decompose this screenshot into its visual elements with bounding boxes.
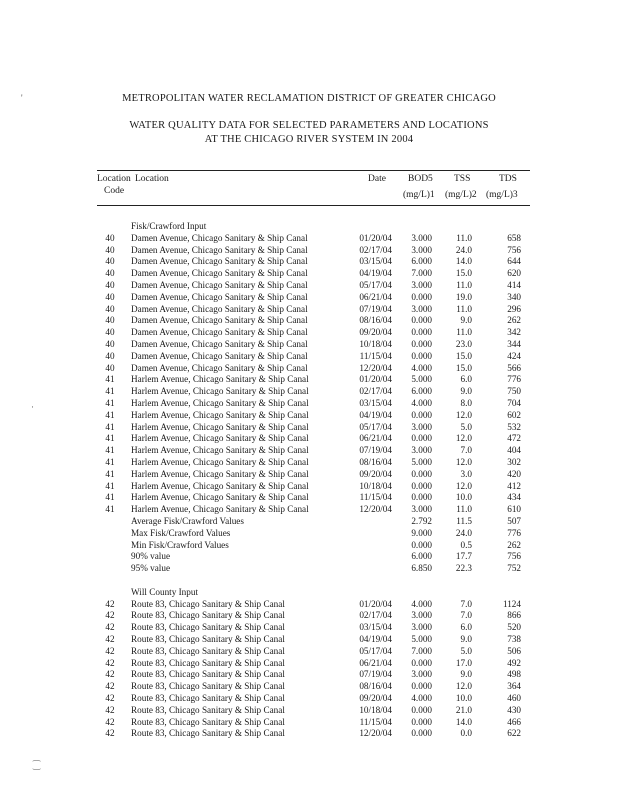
date-cell: 07/19/04: [359, 303, 392, 314]
table-row: [0, 292, 618, 303]
table-row: [0, 492, 618, 503]
location-name-cell: Harlem Avenue, Chicago Sanitary & Ship Canal: [131, 398, 309, 408]
location-name-cell: Harlem Avenue, Chicago Sanitary & Ship Canal: [131, 504, 309, 515]
location-code-cell: 41: [105, 433, 115, 444]
date-cell: 08/16/04: [359, 315, 392, 326]
table-row: [0, 410, 618, 421]
date-cell: 01/20/04: [359, 598, 392, 609]
tss-cell: 12.0: [455, 480, 472, 491]
date-cell: 01/20/04: [359, 232, 392, 243]
bod-cell: 0.000: [411, 480, 432, 491]
tds-cell: 460: [507, 693, 521, 703]
location-name-cell: Damen Avenue, Chicago Sanitary & Ship Canal: [131, 327, 308, 338]
tss-cell: 15.0: [455, 268, 472, 279]
location-code-cell: 42: [105, 669, 115, 680]
table-row: [0, 422, 618, 433]
bod-cell: 7.000: [411, 645, 432, 656]
col-header-date: Date: [368, 174, 386, 184]
bod-cell: 0.000: [411, 339, 432, 349]
location-code-cell: 40: [105, 303, 115, 314]
tss-cell: 7.0: [460, 610, 472, 621]
bod-cell: 4.000: [411, 598, 432, 609]
location-code-cell: 41: [105, 398, 115, 408]
tds-cell: 566: [507, 362, 521, 373]
tds-cell: 430: [507, 704, 521, 715]
location-name-cell: Damen Avenue, Chicago Sanitary & Ship Canal: [131, 339, 308, 349]
tds-cell: 866: [507, 610, 521, 621]
location-code-cell: 40: [105, 327, 115, 338]
summary-row: [0, 516, 618, 527]
header-bottom-rule: [97, 205, 530, 206]
table-row: [0, 504, 618, 515]
bod-cell: 0.000: [411, 539, 432, 550]
location-code-cell: 42: [105, 622, 115, 633]
tds-cell: 620: [507, 268, 521, 279]
date-cell: 06/21/04: [359, 657, 392, 668]
tss-cell: 14.0: [455, 716, 472, 727]
summary-row: [0, 563, 618, 574]
summary-label: 95% value: [131, 563, 171, 574]
location-name-cell: Route 83, Chicago Sanitary & Ship Canal: [131, 728, 285, 739]
summary-row: [0, 528, 618, 539]
table-row: [0, 304, 618, 315]
location-name-cell: Harlem Avenue, Chicago Sanitary & Ship Canal: [131, 409, 309, 420]
table-row: [0, 705, 618, 716]
document-title: METROPOLITAN WATER RECLAMATION DISTRICT OF GREATER CHICAGO: [122, 93, 496, 104]
bod-cell: 0.000: [411, 409, 432, 420]
tds-cell: 756: [507, 551, 521, 562]
tss-cell: 5.0: [460, 645, 472, 656]
location-code-cell: 42: [105, 645, 115, 656]
tss-cell: 7.0: [460, 598, 472, 609]
tds-cell: 602: [507, 409, 521, 420]
tss-cell: 6.0: [460, 622, 472, 633]
tds-cell: 342: [507, 327, 521, 338]
tds-cell: 756: [507, 244, 521, 255]
date-cell: 03/15/04: [359, 256, 392, 267]
bod-cell: 3.000: [411, 303, 432, 314]
bod-cell: 0.000: [411, 350, 432, 361]
location-name-cell: Harlem Avenue, Chicago Sanitary & Ship Canal: [131, 374, 309, 385]
location-code-cell: 40: [105, 291, 115, 302]
bod-cell: 6.000: [411, 256, 432, 267]
location-code-cell: 42: [105, 598, 115, 609]
date-cell: 09/20/04: [359, 693, 392, 703]
summary-label: Max Fisk/Crawford Values: [131, 527, 231, 538]
tss-cell: 12.0: [455, 457, 472, 467]
date-cell: 03/15/04: [359, 622, 392, 633]
tss-cell: 7.0: [460, 445, 472, 456]
table-row: [0, 363, 618, 374]
tss-cell: 11.0: [456, 504, 472, 515]
bod-cell: 5.000: [411, 457, 432, 467]
summary-row: [0, 540, 618, 551]
summary-label: Min Fisk/Crawford Values: [131, 539, 229, 550]
table-row: [0, 445, 618, 456]
tss-cell: 24.0: [455, 527, 472, 538]
tss-cell: 23.0: [455, 339, 472, 349]
location-code-cell: 42: [105, 728, 115, 739]
tds-cell: 532: [507, 421, 521, 432]
table-row: [0, 339, 618, 350]
tss-cell: 5.0: [460, 421, 472, 432]
table-row: [0, 469, 618, 480]
col-header-tss: TSS: [454, 174, 471, 184]
bod-cell: 3.000: [411, 610, 432, 621]
location-code-cell: 42: [105, 610, 115, 621]
location-name-cell: Route 83, Chicago Sanitary & Ship Canal: [131, 657, 285, 668]
tss-cell: 14.0: [455, 256, 472, 267]
col-header-code-sub: Code: [104, 186, 125, 196]
location-code-cell: 40: [105, 350, 115, 361]
location-code-cell: 41: [105, 504, 115, 515]
table-row: [0, 646, 618, 657]
bod-cell: 0.000: [411, 716, 432, 727]
tss-cell: 15.0: [455, 350, 472, 361]
location-name-cell: Harlem Avenue, Chicago Sanitary & Ship Canal: [131, 433, 309, 444]
location-name-cell: Route 83, Chicago Sanitary & Ship Canal: [131, 681, 285, 692]
bod-cell: 3.000: [411, 669, 432, 680]
tds-cell: 466: [507, 716, 521, 727]
table-row: [0, 669, 618, 680]
tss-cell: 17.0: [455, 657, 472, 668]
date-cell: 07/19/04: [359, 669, 392, 680]
date-cell: 12/20/04: [359, 362, 392, 373]
location-code-cell: 40: [105, 232, 115, 243]
date-cell: 11/15/04: [359, 350, 392, 361]
date-cell: 04/19/04: [359, 634, 392, 644]
location-code-cell: 42: [105, 681, 115, 692]
tss-cell: 12.0: [455, 681, 472, 692]
tss-cell: 3.0: [460, 468, 472, 479]
tss-cell: 15.0: [455, 362, 472, 373]
date-cell: 09/20/04: [359, 327, 392, 338]
tss-cell: 0.5: [460, 539, 472, 550]
bod-cell: 0.000: [411, 327, 432, 338]
location-name-cell: Route 83, Chicago Sanitary & Ship Canal: [131, 622, 285, 633]
tds-cell: 364: [507, 681, 521, 692]
tds-cell: 658: [507, 232, 521, 243]
date-cell: 01/20/04: [359, 374, 392, 385]
date-cell: 02/17/04: [359, 244, 392, 255]
col-header-location: Location: [135, 174, 169, 184]
bod-cell: 3.000: [411, 232, 432, 243]
table-row: [0, 658, 618, 669]
date-cell: 04/19/04: [359, 409, 392, 420]
location-code-cell: 41: [105, 480, 115, 491]
bod-cell: 0.000: [411, 315, 432, 326]
table-row: [0, 634, 618, 645]
location-code-cell: 40: [105, 315, 115, 326]
tss-cell: 21.0: [455, 704, 472, 715]
location-name-cell: Route 83, Chicago Sanitary & Ship Canal: [131, 693, 285, 703]
bod-cell: 3.000: [411, 421, 432, 432]
tds-cell: 776: [507, 527, 521, 538]
location-name-cell: Route 83, Chicago Sanitary & Ship Canal: [131, 645, 285, 656]
date-cell: 09/20/04: [359, 468, 392, 479]
document-subtitle-line1: WATER QUALITY DATA FOR SELECTED PARAMETERS AND LOCATIONS: [129, 120, 489, 131]
tds-cell: 1124: [502, 598, 521, 609]
location-name-cell: Damen Avenue, Chicago Sanitary & Ship Canal: [131, 362, 308, 373]
date-cell: 05/17/04: [359, 280, 392, 290]
date-cell: 05/17/04: [359, 645, 392, 656]
col-header-tds-unit: (mg/L)3: [486, 190, 518, 200]
date-cell: 02/17/04: [359, 610, 392, 621]
table-row: [0, 398, 618, 409]
table-row: [0, 433, 618, 444]
tss-cell: 11.0: [456, 232, 472, 243]
bod-cell: 3.000: [411, 280, 432, 290]
col-header-tds: TDS: [499, 174, 517, 184]
bod-cell: 2.792: [411, 516, 432, 526]
table-row: [0, 693, 618, 704]
date-cell: 04/19/04: [359, 268, 392, 279]
summary-label: Average Fisk/Crawford Values: [131, 516, 244, 526]
bod-cell: 0.000: [411, 728, 432, 739]
table-row: [0, 327, 618, 338]
tss-cell: 12.0: [455, 433, 472, 444]
date-cell: 11/15/04: [359, 492, 392, 503]
bod-cell: 0.000: [411, 657, 432, 668]
bod-cell: 7.000: [411, 268, 432, 279]
section-heading: Will County Input: [131, 586, 199, 597]
location-code-cell: 41: [105, 457, 115, 467]
bod-cell: 9.000: [411, 527, 432, 538]
date-cell: 10/18/04: [359, 704, 392, 715]
tss-cell: 6.0: [460, 374, 472, 385]
tds-cell: 750: [507, 386, 521, 397]
bod-cell: 0.000: [411, 433, 432, 444]
bod-cell: 3.000: [411, 445, 432, 456]
bod-cell: 3.000: [411, 244, 432, 255]
tss-cell: 10.0: [455, 693, 472, 703]
table-row: [0, 315, 618, 326]
tds-cell: 404: [507, 445, 521, 456]
bod-cell: 0.000: [411, 492, 432, 503]
location-name-cell: Damen Avenue, Chicago Sanitary & Ship Canal: [131, 280, 308, 290]
bod-cell: 0.000: [411, 704, 432, 715]
tds-cell: 262: [507, 315, 521, 326]
col-header-bod: BOD5: [408, 174, 433, 184]
tss-cell: 9.0: [460, 315, 472, 326]
tss-cell: 19.0: [455, 291, 472, 302]
tds-cell: 424: [507, 350, 521, 361]
bod-cell: 4.000: [411, 398, 432, 408]
tds-cell: 752: [507, 563, 521, 574]
date-cell: 02/17/04: [359, 386, 392, 397]
bod-cell: 3.000: [411, 504, 432, 515]
location-name-cell: Route 83, Chicago Sanitary & Ship Canal: [131, 598, 285, 609]
date-cell: 12/20/04: [359, 728, 392, 739]
tds-cell: 776: [507, 374, 521, 385]
date-cell: 07/19/04: [359, 445, 392, 456]
tds-cell: 420: [507, 468, 521, 479]
tss-cell: 9.0: [460, 386, 472, 397]
tss-cell: 11.0: [456, 280, 472, 290]
location-code-cell: 42: [105, 716, 115, 727]
table-row: [0, 268, 618, 279]
location-code-cell: 41: [105, 468, 115, 479]
tds-cell: 644: [507, 256, 521, 267]
scan-mark: ·: [31, 402, 34, 412]
location-name-cell: Harlem Avenue, Chicago Sanitary & Ship Canal: [131, 492, 309, 503]
table-row: [0, 256, 618, 267]
table-row: [0, 610, 618, 621]
tds-cell: 498: [507, 669, 521, 680]
tds-cell: 622: [507, 728, 521, 739]
tds-cell: 414: [507, 280, 521, 290]
location-code-cell: 42: [105, 657, 115, 668]
tds-cell: 434: [507, 492, 521, 503]
tds-cell: 610: [507, 504, 521, 515]
date-cell: 03/15/04: [359, 398, 392, 408]
tss-cell: 11.5: [456, 516, 472, 526]
location-code-cell: 41: [105, 445, 115, 456]
tds-cell: 302: [507, 457, 521, 467]
tss-cell: 11.0: [456, 303, 472, 314]
location-name-cell: Harlem Avenue, Chicago Sanitary & Ship Canal: [131, 480, 309, 491]
location-name-cell: Harlem Avenue, Chicago Sanitary & Ship Canal: [131, 386, 309, 397]
location-name-cell: Route 83, Chicago Sanitary & Ship Canal: [131, 634, 285, 644]
table-row: [0, 622, 618, 633]
location-code-cell: 40: [105, 244, 115, 255]
col-header-bod-unit: (mg/L)1: [403, 190, 435, 200]
bod-cell: 0.000: [411, 291, 432, 302]
location-code-cell: 41: [105, 374, 115, 385]
date-cell: 08/16/04: [359, 681, 392, 692]
summary-label: 90% value: [131, 551, 171, 562]
header-top-rule: [97, 170, 530, 171]
location-name-cell: Harlem Avenue, Chicago Sanitary & Ship Canal: [131, 445, 309, 456]
table-row: [0, 728, 618, 739]
bod-cell: 5.000: [411, 374, 432, 385]
table-row: [0, 457, 618, 468]
tds-cell: 506: [507, 645, 521, 656]
date-cell: 06/21/04: [359, 433, 392, 444]
location-code-cell: 41: [105, 421, 115, 432]
location-name-cell: Route 83, Chicago Sanitary & Ship Canal: [131, 716, 285, 727]
location-name-cell: Harlem Avenue, Chicago Sanitary & Ship Canal: [131, 468, 309, 479]
tss-cell: 11.0: [456, 327, 472, 338]
location-code-cell: 42: [105, 634, 115, 644]
location-name-cell: Route 83, Chicago Sanitary & Ship Canal: [131, 669, 285, 680]
tds-cell: 412: [507, 480, 521, 491]
location-code-cell: 40: [105, 362, 115, 373]
date-cell: 12/20/04: [359, 504, 392, 515]
tds-cell: 492: [507, 657, 521, 668]
location-name-cell: Damen Avenue, Chicago Sanitary & Ship Canal: [131, 291, 308, 302]
tds-cell: 738: [507, 634, 521, 644]
scan-mark: ': [21, 93, 23, 103]
date-cell: 06/21/04: [359, 291, 392, 302]
tss-cell: 10.0: [455, 492, 472, 503]
tds-cell: 472: [507, 433, 521, 444]
tss-cell: 8.0: [460, 398, 472, 408]
location-code-cell: 40: [105, 256, 115, 267]
summary-row: [0, 551, 618, 562]
tds-cell: 340: [507, 291, 521, 302]
location-code-cell: 41: [105, 386, 115, 397]
location-code-cell: 40: [105, 280, 115, 290]
location-name-cell: Route 83, Chicago Sanitary & Ship Canal: [131, 704, 285, 715]
location-name-cell: Route 83, Chicago Sanitary & Ship Canal: [131, 610, 285, 621]
table-row: [0, 280, 618, 291]
location-code-cell: 41: [105, 409, 115, 420]
tds-cell: 262: [507, 539, 521, 550]
date-cell: 10/18/04: [359, 339, 392, 349]
location-name-cell: Damen Avenue, Chicago Sanitary & Ship Canal: [131, 256, 308, 267]
location-code-cell: 42: [105, 704, 115, 715]
location-name-cell: Damen Avenue, Chicago Sanitary & Ship Canal: [131, 303, 308, 314]
section-heading: Fisk/Crawford Input: [131, 221, 207, 231]
tss-cell: 12.0: [455, 409, 472, 420]
location-name-cell: Damen Avenue, Chicago Sanitary & Ship Canal: [131, 315, 308, 326]
table-row: [0, 386, 618, 397]
tss-cell: 22.3: [455, 563, 472, 574]
table-row: [0, 374, 618, 385]
tds-cell: 296: [507, 303, 521, 314]
bod-cell: 6.850: [411, 563, 432, 574]
bod-cell: 6.000: [411, 386, 432, 397]
bod-cell: 0.000: [411, 681, 432, 692]
document-subtitle-line2: AT THE CHICAGO RIVER SYSTEM IN 2004: [204, 134, 414, 145]
location-code-cell: 40: [105, 339, 115, 349]
table-row: [0, 717, 618, 728]
table-row: [0, 351, 618, 362]
tss-cell: 0.0: [460, 728, 472, 739]
bod-cell: 5.000: [411, 634, 432, 644]
tds-cell: 507: [507, 516, 521, 526]
table-row: [0, 599, 618, 610]
col-header-code: Location: [97, 174, 131, 184]
date-cell: 08/16/04: [359, 457, 392, 467]
location-name-cell: Damen Avenue, Chicago Sanitary & Ship Canal: [131, 268, 308, 279]
location-code-cell: 40: [105, 268, 115, 279]
location-code-cell: 41: [105, 492, 115, 503]
location-code-cell: 42: [105, 693, 115, 703]
tds-cell: 704: [507, 398, 521, 408]
tss-cell: 17.7: [455, 551, 472, 562]
table-row: [0, 233, 618, 244]
table-row: [0, 245, 618, 256]
location-name-cell: Damen Avenue, Chicago Sanitary & Ship Canal: [131, 244, 308, 255]
location-name-cell: Damen Avenue, Chicago Sanitary & Ship Canal: [131, 232, 308, 243]
tss-cell: 9.0: [460, 669, 472, 680]
date-cell: 10/18/04: [359, 480, 392, 491]
date-cell: 05/17/04: [359, 421, 392, 432]
bod-cell: 0.000: [411, 468, 432, 479]
date-cell: 11/15/04: [359, 716, 392, 727]
location-name-cell: Damen Avenue, Chicago Sanitary & Ship Canal: [131, 350, 308, 361]
scan-mark: ⁐: [33, 760, 41, 770]
col-header-tss-unit: (mg/L)2: [445, 190, 477, 200]
location-name-cell: Harlem Avenue, Chicago Sanitary & Ship Canal: [131, 421, 309, 432]
table-row: [0, 681, 618, 692]
tds-cell: 520: [507, 622, 521, 633]
bod-cell: 6.000: [411, 551, 432, 562]
tss-cell: 24.0: [455, 244, 472, 255]
tds-cell: 344: [507, 339, 521, 349]
tss-cell: 9.0: [460, 634, 472, 644]
bod-cell: 4.000: [411, 693, 432, 703]
location-name-cell: Harlem Avenue, Chicago Sanitary & Ship Canal: [131, 457, 309, 467]
table-row: [0, 481, 618, 492]
bod-cell: 4.000: [411, 362, 432, 373]
bod-cell: 3.000: [411, 622, 432, 633]
